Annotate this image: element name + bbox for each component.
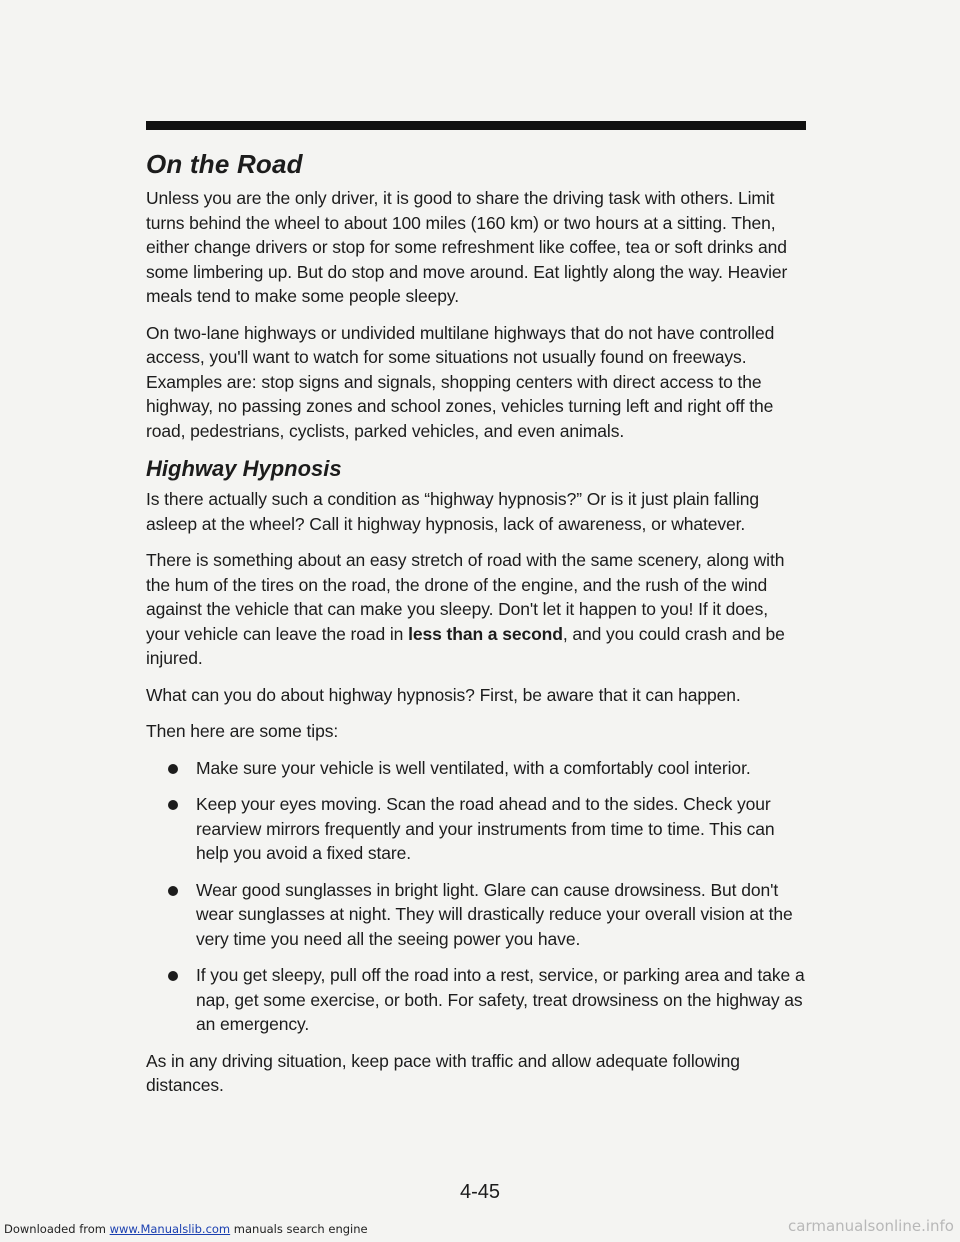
page-number: 4-45 [459, 1181, 501, 1203]
page-content [146, 148, 806, 1110]
paragraph [146, 548, 806, 671]
watermark: carmanualsonline.info [788, 1217, 954, 1235]
bullet-icon [168, 800, 178, 810]
tips-list [146, 756, 806, 1037]
section-title-on-the-road: On the Road [146, 149, 303, 179]
footer-prefix: Downloaded from [4, 1222, 110, 1236]
list-item-text: Keep your eyes moving. Scan the road ahead and to the sides. Check your rearview mirrors frequently and your instruments from time to time. This can help you avoid a fixed stare. [196, 794, 775, 863]
list-item [168, 878, 806, 952]
paragraph-text: , and you could crash and be injured. [146, 623, 785, 668]
paragraph: As in any driving situation, keep pace with traffic and allow adequate following distances. [146, 1050, 740, 1095]
list-item [168, 792, 806, 866]
bullet-icon [168, 971, 178, 981]
paragraph: Is there actually such a condition as “highway hypnosis?” Or is it just plain falling asleep at the wheel? Call it highway hypnosis, lack of awareness, or whatever. [146, 489, 760, 534]
section-title-highway-hypnosis: Highway Hypnosis [146, 456, 342, 481]
paragraph-text: There is something about an easy stretch of road with the same scenery, along with the hum of the tires on the road, the drone of the engine, and the rush of the wind against the vehicle that can make you sleepy. Don't let it happen to you! If it does, your vehicle can leave the road in [146, 550, 785, 644]
list-item [168, 756, 806, 781]
paragraph: On two-lane highways or undivided multilane highways that do not have controlled access, you'll want to watch for some situations not usually found on freeways. Examples are: stop signs and signals, shopping centers with direct access to the highway, no passing zones and school zones, vehicles turning left and right off the road, pedestrians, cyclists, parked vehicles, and even animals. [146, 322, 775, 441]
paragraph: Then here are some tips: [146, 721, 339, 741]
paragraph: Unless you are the only driver, it is good to share the driving task with others. Limit turns behind the wheel to about 100 miles (160 km) or two hours at a sitting. Then, either change drivers or stop for some refreshment like coffee, tea or soft drinks and some limbering up. But do stop and move around. Eat lightly along the way. Heavier meals tend to make some people sleepy. [146, 188, 788, 306]
emphasis-text: less than a second [408, 623, 563, 644]
list-item-text: Wear good sunglasses in bright light. Glare can cause drowsiness. But don't wear sunglasses at night. They will drastically reduce your overall vision at the very time you need all the seeing power you have. [196, 879, 793, 949]
bullet-icon [168, 764, 178, 774]
list-item [168, 963, 806, 1037]
header-rule [146, 121, 806, 130]
paragraph: What can you do about highway hypnosis? First, be aware that it can happen. [146, 684, 741, 705]
manualslib-link[interactable]: www.Manualslib.com [109, 1222, 231, 1236]
bullet-icon [168, 886, 178, 896]
list-item-text: If you get sleepy, pull off the road into a rest, service, or parking area and take a nap, get some exercise, or both. For safety, treat drowsiness on the highway as an emergency. [196, 965, 805, 1034]
download-footer [4, 1221, 368, 1237]
list-item-text: Make sure your vehicle is well ventilated, with a comfortably cool interior. [196, 757, 751, 778]
footer-suffix: manuals search engine [230, 1222, 368, 1236]
